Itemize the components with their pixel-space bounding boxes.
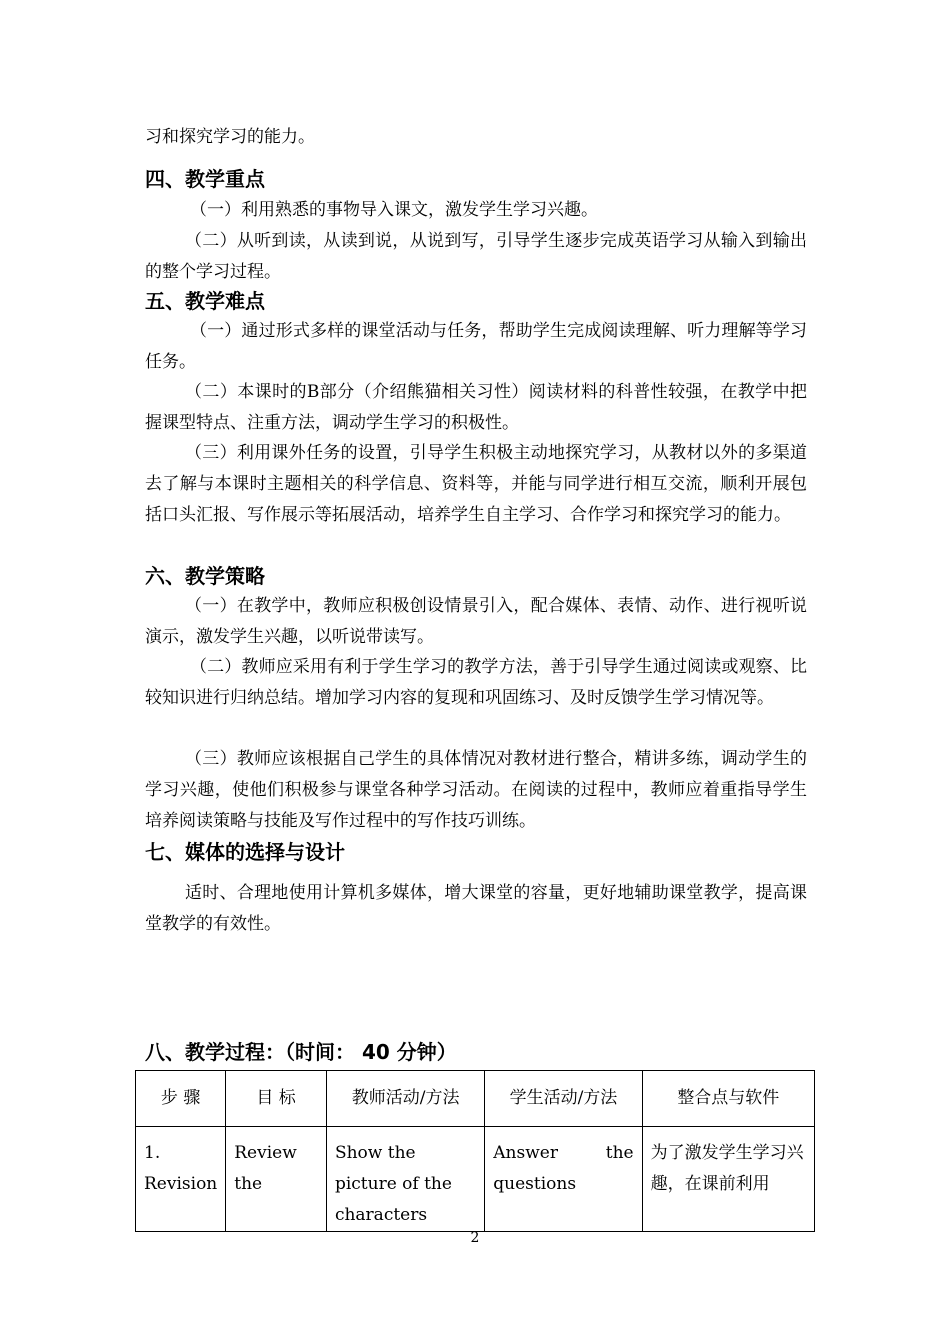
section-5-heading: 五、教学难点: [145, 289, 265, 313]
cell-goal: Review the: [226, 1127, 327, 1232]
section-5-paragraph-2: （二）本课时的B部分（介绍熊猫相关习性）阅读材料的科普性较强，在教学中把握课型特点、注重方法，调动学生学习的积极性。: [145, 382, 807, 433]
section-4-heading: 四、教学重点: [145, 167, 265, 191]
section-5-paragraph-3: （三）利用课外任务的设置，引导学生积极主动地探究学习，从教材以外的多渠道去了解与本课时主题相关的科学信息、资料等，并能与同学进行相互交流，顺利开展包括口头汇报、写作展示等拓展活动，培养学生自主学习、合作学习和探究学习的能力。: [145, 443, 807, 525]
student-activity-word-the: the: [605, 1143, 634, 1163]
table-row: [136, 1127, 815, 1232]
section-6-paragraph-3: （三）教师应该根据自己学生的具体情况对教材进行整合，精讲多练，调动学生的学习兴趣，使他们积极参与课堂各种学习活动。在阅读的过程中，教师应着重指导学生培养阅读策略与技能及写作过程中的写作技巧训练。: [145, 749, 807, 831]
student-activity-line-1: [493, 1138, 633, 1169]
header-goal: 目 标: [226, 1071, 327, 1127]
section-6-heading: 六、教学策略: [145, 564, 265, 588]
cell-integration: 为了激发学生学习兴趣，在课前利用: [642, 1127, 814, 1232]
section-6-paragraph-2: （二）教师应采用有利于学生学习的教学方法，善于引导学生通过阅读或观察、比较知识进行归纳总结。增加学习内容的复现和巩固练习、及时反馈学生学习情况等。: [145, 657, 807, 708]
header-student-activity: 学生活动/方法: [485, 1071, 642, 1127]
section-4-paragraph-2: （二）从听到读，从读到说，从说到写，引导学生逐步完成英语学习从输入到输出的整个学习过程。: [145, 231, 807, 282]
cell-teacher-activity: Show the picture of the characters: [326, 1127, 484, 1232]
header-integration: 整合点与软件: [642, 1071, 814, 1127]
section-8-heading: 八、教学过程：（时间： 40 分钟）: [145, 1040, 457, 1064]
section-4-paragraph-1: （一）利用熟悉的事物导入课文，激发学生学习兴趣。: [190, 200, 598, 220]
cell-student-activity: [485, 1127, 642, 1232]
teaching-process-table: [135, 1070, 815, 1232]
section-5-paragraph-1: （一）通过形式多样的课堂活动与任务，帮助学生完成阅读理解、听力理解等学习任务。: [145, 321, 807, 372]
section-6-paragraph-1: （一）在教学中，教师应积极创设情景引入，配合媒体、表情、动作、进行视听说演示，激发学生兴趣，以听说带读写。: [145, 596, 807, 647]
header-teacher-activity: 教师活动/方法: [326, 1071, 484, 1127]
header-step: 步 骤: [136, 1071, 226, 1127]
table-header-row: [136, 1071, 815, 1127]
page-number: 2: [470, 1230, 480, 1246]
intro-tail-text: 习和探究学习的能力。: [145, 127, 315, 147]
student-activity-word-answer: Answer: [493, 1143, 558, 1163]
section-7-heading: 七、媒体的选择与设计: [145, 840, 345, 864]
cell-step: 1. Revision: [136, 1127, 226, 1232]
student-activity-line-2: questions: [493, 1174, 577, 1194]
section-7-paragraph-1: 适时、合理地使用计算机多媒体，增大课堂的容量，更好地辅助课堂教学，提高课堂教学的有效性。: [145, 883, 807, 934]
